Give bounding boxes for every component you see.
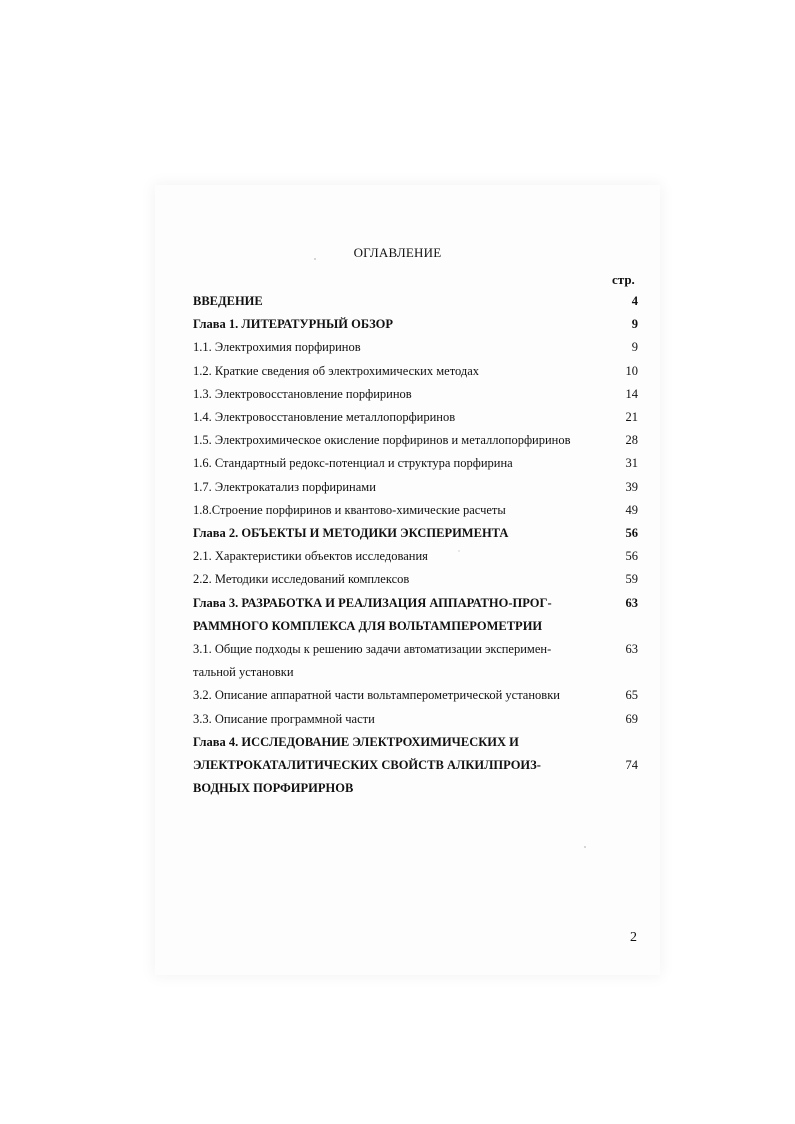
toc-entry-page: 74 [625,758,638,773]
toc-entry-line: Глава 4. ИССЛЕДОВАНИЕ ЭЛЕКТРОХИМИЧЕСКИХ И [193,734,519,749]
toc-entry [193,476,638,499]
toc-entry [193,522,638,545]
toc-entry [193,383,638,406]
toc-entry [193,452,638,475]
scan-speck [314,258,316,260]
toc-entry-page: 63 [625,642,638,657]
toc-entry-title: Глава 2. ОБЪЕКТЫ И МЕТОДИКИ ЭКСПЕРИМЕНТА [193,526,509,541]
toc-entry-title: 1.6. Стандартный редокс-потенциал и структура порфирина [193,456,513,471]
toc-entry-line: РАММНОГО КОМПЛЕКСА ДЛЯ ВОЛЬТАМПЕРОМЕТРИИ [193,618,543,633]
toc-entry-line: 3.1. Общие подходы к решению задачи автоматизации эксперимен- [193,642,552,657]
toc-entry-page: 63 [625,595,638,610]
toc-entry-page: 56 [625,549,638,564]
toc-entry-title: 1.3. Электровосстановление порфиринов [193,386,412,401]
toc-entry-page: 28 [625,433,638,448]
table-of-contents [193,290,638,800]
toc-entry-page: 59 [625,572,638,587]
toc-entry-page: 49 [625,502,638,517]
toc-entry-line: Глава 3. РАЗРАБОТКА И РЕАЛИЗАЦИЯ АППАРАТНО-ПРОГ- [193,595,552,610]
toc-entry-title: 1.2. Краткие сведения об электрохимических методах [193,363,480,378]
toc-entry-page: 56 [625,526,638,541]
toc-entry-title: 3.3. Описание программной части [193,711,375,726]
toc-entry-line: ЭЛЕКТРОКАТАЛИТИЧЕСКИХ СВОЙСТВ АЛКИЛПРОИЗ- [193,758,541,773]
toc-entry-page: 14 [625,386,638,401]
toc-entry-page: 69 [625,711,638,726]
toc-entry-page: 10 [625,363,638,378]
toc-title: ОГЛАВЛЕНИЕ [353,245,442,260]
toc-entry [193,360,638,383]
toc-entry-title [193,638,602,684]
toc-entry [193,545,638,568]
toc-entry-title: 1.5. Электрохимическое окисление порфиринов и металлопорфиринов [193,433,571,448]
page-number: 2 [630,930,637,945]
toc-entry-page: 31 [625,456,638,471]
toc-entry-page: 39 [625,479,638,494]
page-column-label: стр. [612,272,635,287]
scan-speck [584,846,586,848]
toc-entry-page: 4 [631,294,638,308]
toc-entry [193,406,638,429]
toc-entry [193,290,638,313]
toc-entry [193,638,638,684]
toc-entry-title: Глава 1. ЛИТЕРАТУРНЫЙ ОБЗОР [193,317,394,332]
toc-entry-title: 2.2. Методики исследований комплексов [193,572,410,587]
toc-entry [193,429,638,452]
toc-entry-title [193,731,602,801]
toc-entry-page: 65 [625,688,638,703]
toc-entry-title: 1.8.Строение порфиринов и квантово-химические расчеты [193,502,506,517]
toc-entry [193,731,638,801]
toc-entry-page: 9 [631,317,638,332]
toc-entry [193,568,638,591]
toc-entry [193,708,638,731]
toc-entry-title: 1.4. Электровосстановление металлопорфиринов [193,410,456,425]
toc-entry [193,499,638,522]
toc-entry-line: тальной установки [193,665,294,680]
toc-entry [193,313,638,336]
toc-entry-title: 1.1. Электрохимия порфиринов [193,340,361,355]
toc-entry-title: 1.7. Электрокатализ порфиринами [193,479,376,494]
toc-entry-page: 9 [631,340,638,355]
toc-entry-title: 2.1. Характеристики объектов исследования [193,549,428,564]
toc-entry-page: 21 [625,410,638,425]
scan-speck [458,550,460,552]
toc-entry-title: ВВЕДЕНИЕ [193,294,263,308]
toc-entry [193,336,638,359]
toc-entry-title [193,592,602,638]
toc-entry [193,592,638,638]
toc-entry-title: 3.2. Описание аппаратной части вольтамперометрической установки [193,688,560,703]
toc-entry-line: ВОДНЫХ ПОРФИРИРНОВ [193,781,354,796]
toc-entry [193,684,638,707]
